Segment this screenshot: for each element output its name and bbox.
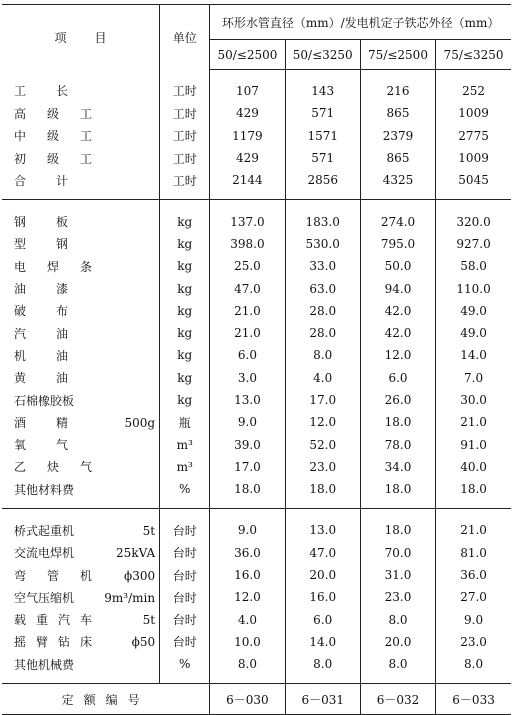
table-row xyxy=(2,631,511,653)
value-cell: 398.0 xyxy=(210,233,285,255)
quota-table-container xyxy=(2,4,511,715)
item-cell xyxy=(2,542,160,564)
value-cell: 8.0 xyxy=(285,344,360,366)
table-row xyxy=(2,542,511,564)
item-cell xyxy=(2,411,160,433)
unit-cell: 工时 xyxy=(160,147,210,169)
value-cell: 42.0 xyxy=(360,322,435,344)
value-cell: 9.0 xyxy=(210,411,285,433)
item-cell xyxy=(2,102,160,124)
value-cell: 1571 xyxy=(285,125,360,147)
value-cell: 1009 xyxy=(436,102,511,124)
item-cell xyxy=(2,586,160,608)
value-cell: 16.0 xyxy=(210,564,285,586)
item-cell xyxy=(2,609,160,631)
item-name: 载 重 汽 车 xyxy=(14,613,92,628)
value-cell: 21.0 xyxy=(436,509,511,542)
table-row xyxy=(2,367,511,389)
table-row xyxy=(2,233,511,255)
item-cell xyxy=(2,70,160,103)
value-cell: 30.0 xyxy=(436,389,511,411)
value-cell: 17.0 xyxy=(210,456,285,478)
value-cell: 795.0 xyxy=(360,233,435,255)
col-header-1: 50/≤2500 xyxy=(210,40,285,70)
item-cell xyxy=(2,367,160,389)
value-cell: 23.0 xyxy=(360,586,435,608)
value-cell: 143 xyxy=(285,70,360,103)
col-header-3: 75/≤2500 xyxy=(360,40,435,70)
item-name: 初 级 工 xyxy=(14,151,92,166)
unit-cell: kg xyxy=(160,389,210,411)
item-cell xyxy=(2,200,160,233)
item-cell xyxy=(2,277,160,299)
value-cell: 1179 xyxy=(210,125,285,147)
item-cell xyxy=(2,233,160,255)
item-spec: 500g xyxy=(124,415,156,430)
value-cell: 26.0 xyxy=(360,389,435,411)
unit-cell: m³ xyxy=(160,433,210,455)
unit-cell: kg xyxy=(160,200,210,233)
item-name: 中 级 工 xyxy=(14,129,92,144)
value-cell: 216 xyxy=(360,70,435,103)
item-name: 汽 油 xyxy=(14,326,68,341)
value-cell: 36.0 xyxy=(436,564,511,586)
table-row xyxy=(2,169,511,200)
unit-column-header: 单位 xyxy=(160,5,210,70)
value-cell: 50.0 xyxy=(360,255,435,277)
table-row xyxy=(2,653,511,684)
value-cell: 429 xyxy=(210,102,285,124)
unit-cell: kg xyxy=(160,300,210,322)
value-cell: 14.0 xyxy=(285,631,360,653)
value-cell: 21.0 xyxy=(436,411,511,433)
value-cell: 9.0 xyxy=(210,509,285,542)
unit-cell: % xyxy=(160,653,210,684)
value-cell: 63.0 xyxy=(285,277,360,299)
value-cell: 47.0 xyxy=(285,542,360,564)
value-cell: 110.0 xyxy=(436,277,511,299)
value-cell: 23.0 xyxy=(436,631,511,653)
unit-cell: % xyxy=(160,478,210,509)
unit-cell: kg xyxy=(160,233,210,255)
value-cell: 28.0 xyxy=(285,322,360,344)
unit-cell: 瓶 xyxy=(160,411,210,433)
quota-table xyxy=(2,4,511,715)
item-cell xyxy=(2,147,160,169)
value-cell: 52.0 xyxy=(285,433,360,455)
value-cell: 36.0 xyxy=(210,542,285,564)
value-cell: 78.0 xyxy=(360,433,435,455)
table-row xyxy=(2,147,511,169)
table-row xyxy=(2,300,511,322)
table-row xyxy=(2,586,511,608)
table-row xyxy=(2,433,511,455)
item-cell xyxy=(2,344,160,366)
table-row xyxy=(2,125,511,147)
value-cell: 33.0 xyxy=(285,255,360,277)
item-name: 弯 管 机 xyxy=(14,568,92,583)
value-cell: 39.0 xyxy=(210,433,285,455)
item-cell xyxy=(2,653,160,684)
unit-cell: kg xyxy=(160,344,210,366)
value-cell: 20.0 xyxy=(285,564,360,586)
table-row xyxy=(2,322,511,344)
item-name: 油 漆 xyxy=(14,282,68,297)
table-row xyxy=(2,344,511,366)
value-cell: 28.0 xyxy=(285,300,360,322)
quota-code-3: 6－032 xyxy=(360,684,435,715)
value-cell: 8.0 xyxy=(436,653,511,684)
unit-cell: 台时 xyxy=(160,586,210,608)
value-cell: 81.0 xyxy=(436,542,511,564)
item-name: 黄 油 xyxy=(14,371,68,386)
item-name: 交流电焊机 xyxy=(14,546,75,561)
value-cell: 8.0 xyxy=(360,609,435,631)
value-cell: 25.0 xyxy=(210,255,285,277)
quota-code-row xyxy=(2,684,511,715)
value-cell: 49.0 xyxy=(436,300,511,322)
item-cell xyxy=(2,564,160,586)
value-cell: 27.0 xyxy=(436,586,511,608)
col-header-4: 75/≤3250 xyxy=(436,40,511,70)
value-cell: 21.0 xyxy=(210,322,285,344)
value-cell: 865 xyxy=(360,102,435,124)
item-column-header: 项目 xyxy=(2,5,160,70)
item-name: 合 计 xyxy=(14,173,68,188)
value-cell: 18.0 xyxy=(285,478,360,509)
table-row xyxy=(2,509,511,542)
item-name: 摇 臂 钻 床 xyxy=(14,635,92,650)
value-cell: 17.0 xyxy=(285,389,360,411)
item-spec: ϕ50 xyxy=(131,635,156,650)
value-cell: 58.0 xyxy=(436,255,511,277)
item-name: 乙 炔 气 xyxy=(14,460,92,475)
value-cell: 429 xyxy=(210,147,285,169)
value-cell: 70.0 xyxy=(360,542,435,564)
value-cell: 16.0 xyxy=(285,586,360,608)
value-cell: 49.0 xyxy=(436,322,511,344)
unit-cell: 台时 xyxy=(160,631,210,653)
value-cell: 14.0 xyxy=(436,344,511,366)
value-cell: 12.0 xyxy=(285,411,360,433)
value-cell: 6.0 xyxy=(285,609,360,631)
value-cell: 20.0 xyxy=(360,631,435,653)
value-cell: 2379 xyxy=(360,125,435,147)
value-cell: 6.0 xyxy=(360,367,435,389)
group-column-header: 环形水管直径（mm）/发电机定子铁芯外径（mm） xyxy=(210,5,511,40)
item-name: 桥式起重机 xyxy=(14,523,75,538)
table-row xyxy=(2,255,511,277)
unit-cell: 台时 xyxy=(160,542,210,564)
value-cell: 2144 xyxy=(210,169,285,200)
item-cell xyxy=(2,631,160,653)
value-cell: 18.0 xyxy=(436,478,511,509)
table-row xyxy=(2,478,511,509)
item-name: 型 钢 xyxy=(14,237,68,252)
unit-cell: kg xyxy=(160,277,210,299)
item-spec: 5t xyxy=(142,613,156,628)
unit-cell: m³ xyxy=(160,456,210,478)
table-row xyxy=(2,389,511,411)
value-cell: 10.0 xyxy=(210,631,285,653)
item-name: 其他机械费 xyxy=(14,657,75,672)
value-cell: 571 xyxy=(285,147,360,169)
value-cell: 34.0 xyxy=(360,456,435,478)
value-cell: 21.0 xyxy=(210,300,285,322)
item-name: 石棉橡胶板 xyxy=(14,393,75,408)
value-cell: 3.0 xyxy=(210,367,285,389)
item-cell xyxy=(2,125,160,147)
item-cell xyxy=(2,433,160,455)
quota-code-4: 6－033 xyxy=(436,684,511,715)
item-name: 破 布 xyxy=(14,304,68,319)
table-row xyxy=(2,564,511,586)
value-cell: 107 xyxy=(210,70,285,103)
item-cell xyxy=(2,255,160,277)
value-cell: 1009 xyxy=(436,147,511,169)
value-cell: 18.0 xyxy=(360,411,435,433)
value-cell: 2775 xyxy=(436,125,511,147)
unit-cell: kg xyxy=(160,255,210,277)
value-cell: 18.0 xyxy=(360,478,435,509)
quota-code-label: 定额编号 xyxy=(2,684,210,715)
unit-cell: 台时 xyxy=(160,609,210,631)
unit-cell: 工时 xyxy=(160,70,210,103)
item-name: 高 级 工 xyxy=(14,106,92,121)
table-row xyxy=(2,277,511,299)
value-cell: 530.0 xyxy=(285,233,360,255)
item-name: 空气压缩机 xyxy=(14,590,75,605)
unit-cell: 工时 xyxy=(160,125,210,147)
item-cell xyxy=(2,169,160,200)
item-cell xyxy=(2,456,160,478)
item-cell xyxy=(2,300,160,322)
unit-cell: kg xyxy=(160,322,210,344)
item-name: 机 油 xyxy=(14,348,68,363)
table-row xyxy=(2,609,511,631)
item-name: 电 焊 条 xyxy=(14,259,92,274)
col-header-2: 50/≤3250 xyxy=(285,40,360,70)
value-cell: 47.0 xyxy=(210,277,285,299)
item-spec: 25kVA xyxy=(116,546,156,561)
value-cell: 865 xyxy=(360,147,435,169)
value-cell: 320.0 xyxy=(436,200,511,233)
value-cell: 40.0 xyxy=(436,456,511,478)
value-cell: 7.0 xyxy=(436,367,511,389)
value-cell: 13.0 xyxy=(285,509,360,542)
value-cell: 12.0 xyxy=(210,586,285,608)
value-cell: 42.0 xyxy=(360,300,435,322)
value-cell: 927.0 xyxy=(436,233,511,255)
value-cell: 23.0 xyxy=(285,456,360,478)
unit-cell: 台时 xyxy=(160,564,210,586)
item-name: 钢 板 xyxy=(14,215,68,230)
value-cell: 13.0 xyxy=(210,389,285,411)
table-row xyxy=(2,411,511,433)
unit-cell: kg xyxy=(160,367,210,389)
value-cell: 8.0 xyxy=(360,653,435,684)
item-cell xyxy=(2,322,160,344)
value-cell: 252 xyxy=(436,70,511,103)
value-cell: 183.0 xyxy=(285,200,360,233)
quota-code-2: 6－031 xyxy=(285,684,360,715)
value-cell: 571 xyxy=(285,102,360,124)
item-spec: 5t xyxy=(142,523,156,538)
item-cell xyxy=(2,478,160,509)
unit-cell: 台时 xyxy=(160,509,210,542)
quota-code-1: 6－030 xyxy=(210,684,285,715)
value-cell: 94.0 xyxy=(360,277,435,299)
item-spec: ϕ300 xyxy=(124,568,156,583)
item-name: 氧 气 xyxy=(14,438,68,453)
value-cell: 31.0 xyxy=(360,564,435,586)
table-row xyxy=(2,456,511,478)
table-row xyxy=(2,200,511,233)
table-body xyxy=(2,70,511,684)
value-cell: 5045 xyxy=(436,169,511,200)
item-name: 其他材料费 xyxy=(14,482,75,497)
value-cell: 18.0 xyxy=(210,478,285,509)
unit-cell: 工时 xyxy=(160,169,210,200)
value-cell: 8.0 xyxy=(285,653,360,684)
value-cell: 274.0 xyxy=(360,200,435,233)
table-row xyxy=(2,70,511,103)
item-name: 工 长 xyxy=(14,84,68,99)
value-cell: 9.0 xyxy=(436,609,511,631)
value-cell: 137.0 xyxy=(210,200,285,233)
value-cell: 91.0 xyxy=(436,433,511,455)
value-cell: 4.0 xyxy=(210,609,285,631)
unit-cell: 工时 xyxy=(160,102,210,124)
value-cell: 8.0 xyxy=(210,653,285,684)
item-cell xyxy=(2,389,160,411)
item-name: 酒 精 xyxy=(14,415,68,430)
table-row xyxy=(2,102,511,124)
value-cell: 12.0 xyxy=(360,344,435,366)
value-cell: 4.0 xyxy=(285,367,360,389)
value-cell: 2856 xyxy=(285,169,360,200)
item-cell xyxy=(2,509,160,542)
value-cell: 4325 xyxy=(360,169,435,200)
item-spec: 9m³/min xyxy=(104,590,156,605)
value-cell: 6.0 xyxy=(210,344,285,366)
value-cell: 18.0 xyxy=(360,509,435,542)
